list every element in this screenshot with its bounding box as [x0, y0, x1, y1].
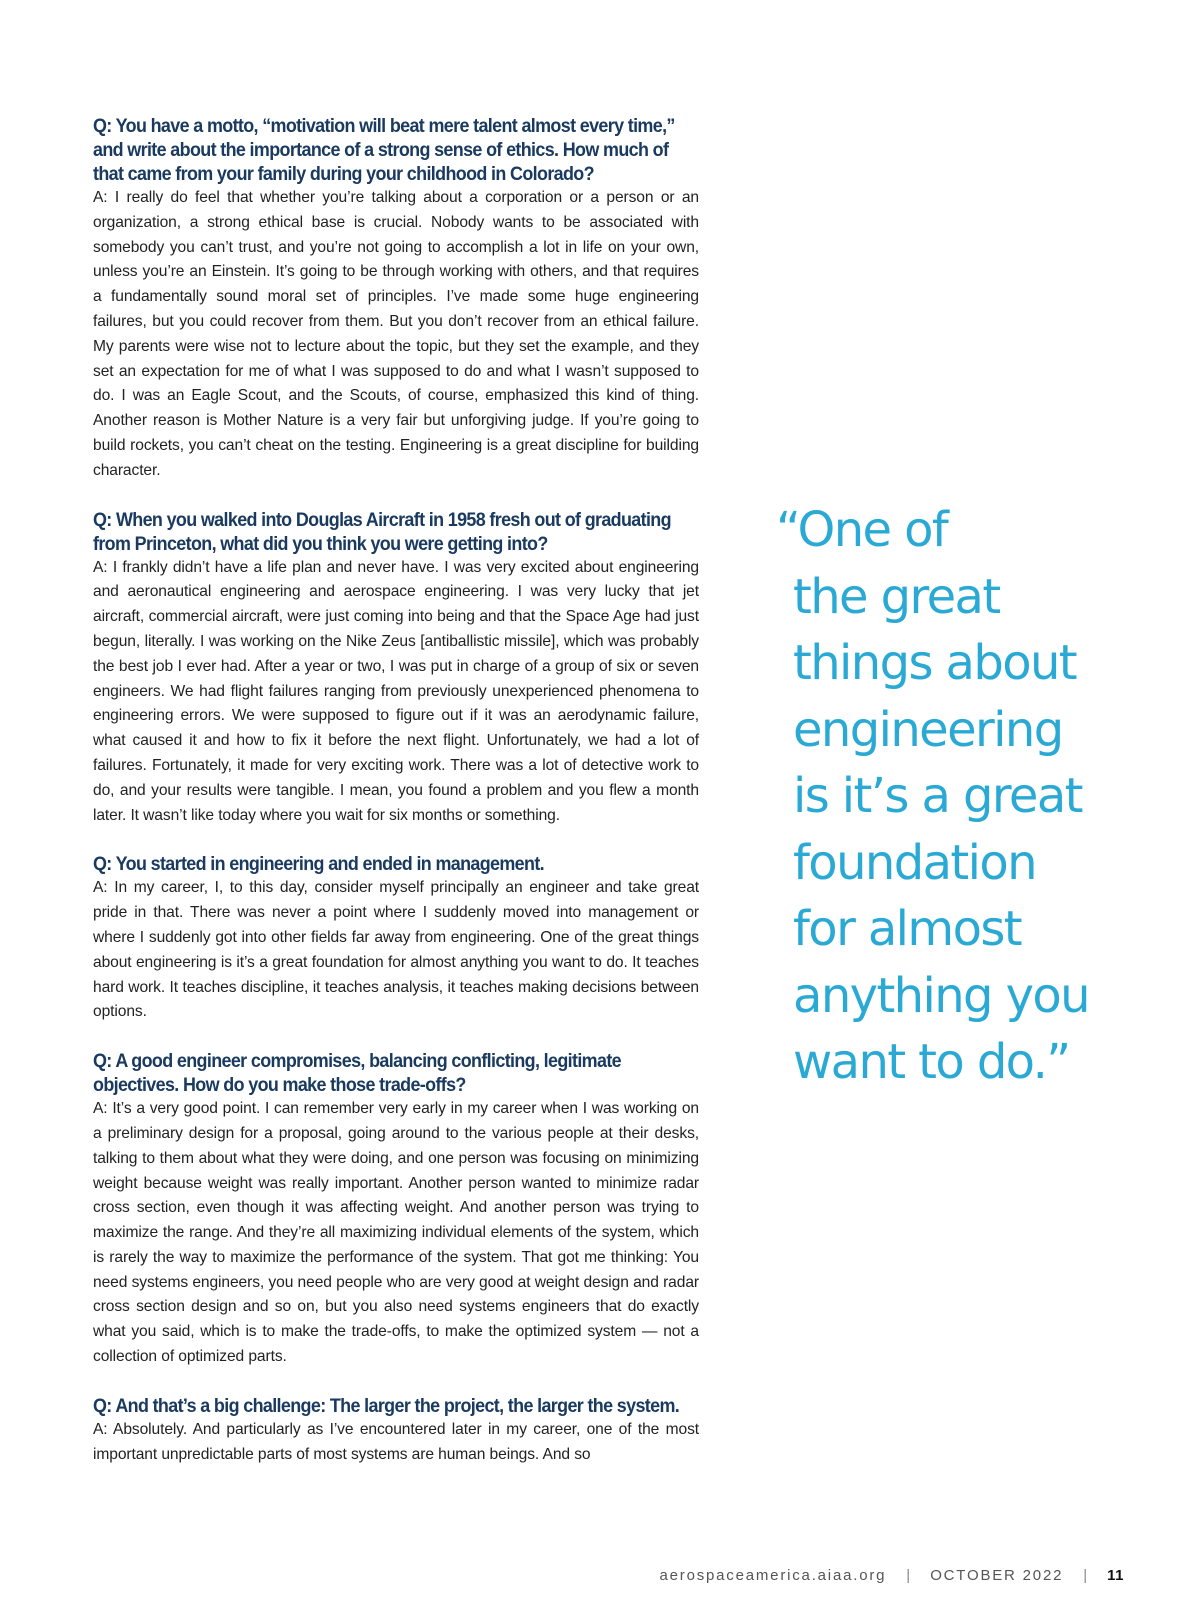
footer-separator: | — [906, 1567, 911, 1584]
question: Q: A good engineer compromises, balancing conflicting, legitimate objectives. How do you make those trade-offs? — [93, 1050, 621, 1097]
pull-quote-line: engineering — [793, 701, 1063, 758]
pull-quote-line: things about — [793, 635, 1077, 691]
pull-quote-line: for almost — [793, 901, 1021, 957]
qa-block — [93, 1049, 699, 1370]
question: Q: You have a motto, “motivation will beat mere talent almost every time,” and write about the importance of a strong sense of ethics. How much of that came from your family during your childhood in Colorado? — [93, 115, 675, 185]
qa-block — [93, 114, 699, 484]
answer: A: In my career, I, to this day, consider myself principally an engineer and take great pride in that. There was never a point where I suddenly moved into management or where I suddenly got into other fields far away from engineering. One of the great things about engineering is it’s a great foundation for almost anything you want to do. It teaches hard work. It teaches discipline, it teaches analysis, it teaches making decisions between options. — [93, 879, 699, 1021]
question: Q: And that’s a big challenge: The larger the project, the larger the system. — [93, 1394, 680, 1417]
qa-block — [93, 1394, 699, 1468]
pull-quote-line: want to do.” — [793, 1034, 1070, 1090]
page-footer — [660, 1567, 1125, 1584]
pull-quote — [776, 497, 1186, 1096]
footer-site: aerospaceamerica.aiaa.org — [659, 1567, 887, 1584]
pull-quote-line: is it’s a great — [793, 768, 1082, 824]
footer-separator: | — [1083, 1567, 1088, 1584]
answer: A: Absolutely. And particularly as I’ve encountered later in my career, one of the most important unpredictable parts of most systems are human beings. And so — [93, 1420, 699, 1463]
page-number: 11 — [1107, 1567, 1124, 1584]
answer: A: I frankly didn’t have a life plan and never have. I was very excited about engineering and aeronautical engineering and aerospace engineering. I was very lucky that jet aircraft, commercial aircraft, were just coming into being and that the Space Age had just begun, literally. I was working on the Nike Zeus [antiballistic missile], which was probably the best job I ever had. After a year or two, I was put in charge of a group of six or seven engineers. We had flight failures ranging from previously unexperienced phenomena to engineering errors. We were supposed to figure out if it was an aerodynamic failure, what caused it and how to fix it before the next flight. Unfortunately, we had a lot of failures. Fortunately, it made for very exciting work. There was a lot of detective work to do, and your results were tangible. I mean, you found a problem and you flew a month later. It wasn’t like today where you wait for six months or something. — [93, 558, 699, 824]
answer: A: I really do feel that whether you’re talking about a corporation or a person or an organization, a strong ethical base is crucial. Nobody wants to be associated with somebody you can’t trust, and you’re not going to accomplish a lot in life on your own, unless you’re an Einstein. It’s going to be through working with others, and that requires a fundamentally sound moral set of principles. I’ve made some huge engineering failures, but you could recover from them. But you don’t recover from an ethical failure. My parents were wise not to lecture about the topic, but they set the example, and they set an expectation for me of what I was supposed to do and what I wasn’t supposed to do. I was an Eagle Scout, and the Scouts, of course, emphasized this kind of thing. Another reason is Mother Nature is a very fair but unforgiving judge. If you’re going to build rockets, you can’t cheat on the testing. Engineering is a great discipline for building character. — [93, 189, 699, 479]
question: Q: When you walked into Douglas Aircraft in 1958 fresh out of graduating from Princeton, what did you think you were getting into? — [93, 508, 671, 555]
pull-quote-line: “One of — [776, 502, 948, 558]
pull-quote-line: anything you — [793, 967, 1089, 1024]
qa-block — [93, 852, 699, 1025]
footer-issue: OCTOBER 2022 — [930, 1567, 1064, 1584]
answer: A: It’s a very good point. I can remember very early in my career when I was working on a preliminary design for a proposal, going around to the various people at their desks, talking to them about what they were doing, and one person was focusing on minimizing weight because weight was really important. Another person wanted to minimize radar cross section, even though it was affecting weight. And another person was trying to maximize the range. And they’re all maximizing individual elements of the system, which is rarely the way to maximize the performance of the system. That got me thinking: You need systems engineers, you need people who are very good at weight design and radar cross section design and so on, but you also need systems engineers that do exactly what you said, which is to make the trade-offs, to make the optimized system — not a collection of optimized parts. — [93, 1100, 699, 1366]
pull-quote-line: the great — [793, 568, 1000, 625]
pull-quote-line: foundation — [793, 834, 1036, 891]
question: Q: You started in engineering and ended in management. — [93, 853, 545, 876]
interview-article — [93, 114, 699, 1491]
qa-block — [93, 508, 699, 829]
